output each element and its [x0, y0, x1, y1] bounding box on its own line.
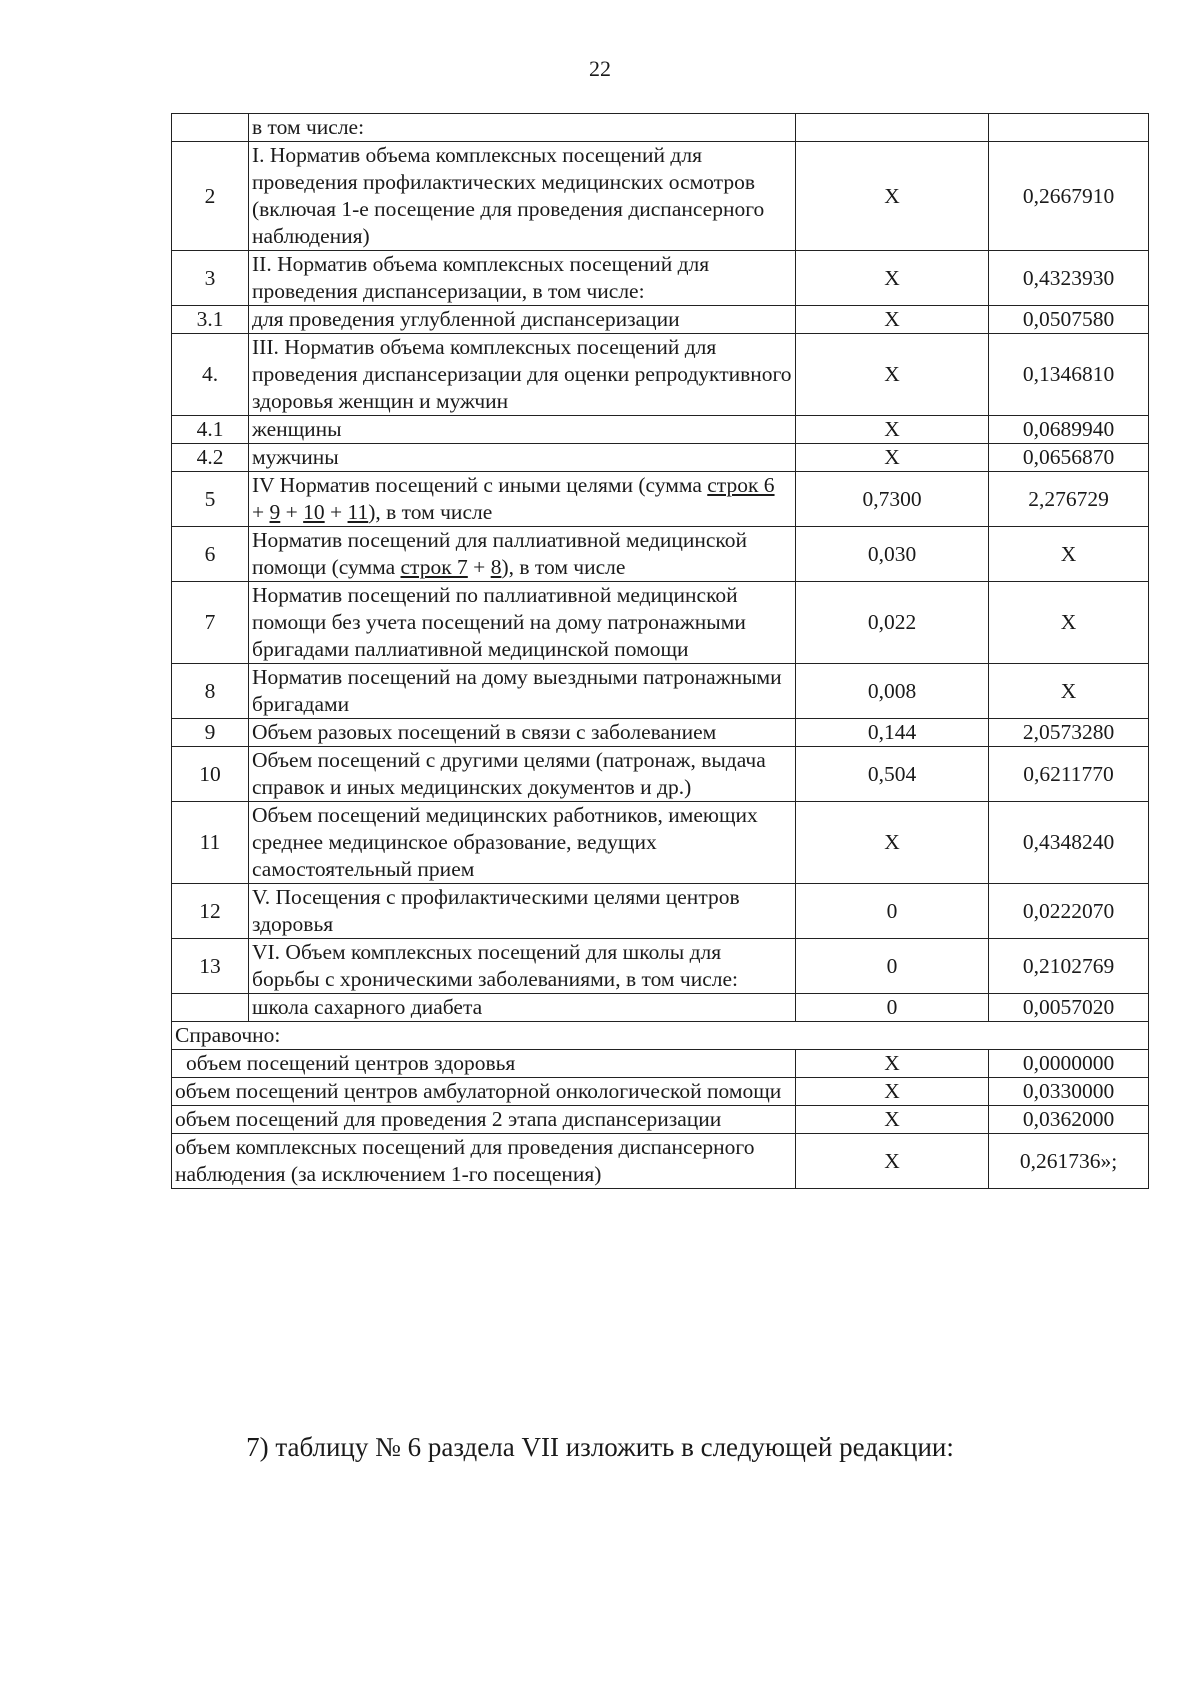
row-value-a: 0,7300: [796, 472, 989, 527]
row-name: II. Норматив объема комплексных посещений для проведения диспансеризации, в том числе:: [249, 251, 796, 306]
row-value-a: X: [796, 306, 989, 334]
row-value-b: 0,0689940: [989, 416, 1149, 444]
row-number: 3: [172, 251, 249, 306]
row-number: 2: [172, 142, 249, 251]
row-number: 9: [172, 719, 249, 747]
row-name: V. Посещения с профилактическими целями центров здоровья: [249, 884, 796, 939]
row-value-b: 0,2667910: [989, 142, 1149, 251]
row-reference-link: 10: [303, 500, 325, 524]
row-value-b: 0,2102769: [989, 939, 1149, 994]
row-value-b: 0,0656870: [989, 444, 1149, 472]
row-name: мужчины: [249, 444, 796, 472]
row-number: 4.: [172, 334, 249, 416]
row-name: Норматив посещений на дому выездными патронажными бригадами: [249, 664, 796, 719]
row-reference-link: 11: [347, 500, 369, 524]
table-row: [172, 142, 1149, 251]
table-row: [172, 802, 1149, 884]
row-value-a: 0: [796, 939, 989, 994]
table-row: [172, 251, 1149, 306]
reference-row-name: объем комплексных посещений для проведения диспансерного наблюдения (за исключением 1-го посещения): [172, 1134, 796, 1189]
row-value-a: X: [796, 802, 989, 884]
row-value-b: 0,4348240: [989, 802, 1149, 884]
row-name: Объем посещений медицинских работников, имеющих среднее медицинское образование, ведущих самостоятельный прием: [249, 802, 796, 884]
row-value-b: 0,6211770: [989, 747, 1149, 802]
reference-row-name: объем посещений центров здоровья: [172, 1050, 796, 1078]
row-value-a: 0: [796, 994, 989, 1022]
row-value-a: 0,030: [796, 527, 989, 582]
reference-row: [172, 1050, 1149, 1078]
row-reference-link: строк 7: [400, 555, 468, 579]
reference-value-a: X: [796, 1078, 989, 1106]
page-number: 22: [589, 56, 611, 81]
table-row: [172, 416, 1149, 444]
reference-value-a: X: [796, 1050, 989, 1078]
reference-value-b: 0,0000000: [989, 1050, 1149, 1078]
row-value-b: X: [989, 527, 1149, 582]
row-name: школа сахарного диабета: [249, 994, 796, 1022]
reference-row-name: объем посещений для проведения 2 этапа диспансеризации: [172, 1106, 796, 1134]
table-row: [172, 527, 1149, 582]
row-value-b: X: [989, 664, 1149, 719]
table-row: [172, 994, 1149, 1022]
table-row: [172, 582, 1149, 664]
row-value-a: 0,008: [796, 664, 989, 719]
row-number: 13: [172, 939, 249, 994]
reference-value-b: 0,261736»;: [989, 1134, 1149, 1189]
row-name: III. Норматив объема комплексных посещений для проведения диспансеризации для оценки репродуктивного здоровья женщин и мужчин: [249, 334, 796, 416]
row-name: в том числе:: [249, 114, 796, 142]
reference-row: [172, 1106, 1149, 1134]
reference-row: [172, 1134, 1149, 1189]
row-name: Объем разовых посещений в связи с заболеванием: [249, 719, 796, 747]
row-number: 4.1: [172, 416, 249, 444]
table-row: [172, 472, 1149, 527]
table-row: [172, 114, 1149, 142]
reference-value-a: X: [796, 1134, 989, 1189]
row-value-a: X: [796, 334, 989, 416]
row-number: 6: [172, 527, 249, 582]
reference-title-row: [172, 1022, 1149, 1050]
row-name: Норматив посещений для паллиативной медицинской помощи (сумма строк 7 + 8), в том числе: [249, 527, 796, 582]
row-number: 4.2: [172, 444, 249, 472]
reference-value-b: 0,0330000: [989, 1078, 1149, 1106]
row-value-a: 0: [796, 884, 989, 939]
row-number: 7: [172, 582, 249, 664]
table-row: [172, 884, 1149, 939]
row-value-a: X: [796, 416, 989, 444]
row-value-a: 0,144: [796, 719, 989, 747]
table-row: [172, 664, 1149, 719]
row-name: Норматив посещений по паллиативной медицинской помощи без учета посещений на дому патронажными бригадами паллиативной медицинской помощи: [249, 582, 796, 664]
reference-title: Справочно:: [172, 1022, 1149, 1050]
row-name: I. Норматив объема комплексных посещений для проведения профилактических медицинских осмотров (включая 1-е посещение для проведения диспансерного наблюдения): [249, 142, 796, 251]
row-value-a: [796, 114, 989, 142]
norms-table: [171, 113, 1149, 1189]
row-number: [172, 994, 249, 1022]
row-reference-link: 8: [490, 555, 502, 579]
table-row: [172, 747, 1149, 802]
row-name: для проведения углубленной диспансеризации: [249, 306, 796, 334]
row-value-a: 0,022: [796, 582, 989, 664]
row-value-b: 2,0573280: [989, 719, 1149, 747]
row-value-a: 0,504: [796, 747, 989, 802]
row-value-b: [989, 114, 1149, 142]
row-number: 3.1: [172, 306, 249, 334]
row-name: женщины: [249, 416, 796, 444]
table-row: [172, 334, 1149, 416]
row-name: IV Норматив посещений с иными целями (сумма строк 6 + 9 + 10 + 11), в том числе: [249, 472, 796, 527]
closing-paragraph: 7) таблицу № 6 раздела VII изложить в следующей редакции:: [246, 1432, 954, 1462]
row-value-a: X: [796, 251, 989, 306]
row-value-b: X: [989, 582, 1149, 664]
reference-value-a: X: [796, 1106, 989, 1134]
row-number: 10: [172, 747, 249, 802]
row-value-b: 0,0057020: [989, 994, 1149, 1022]
row-number: 8: [172, 664, 249, 719]
table-row: [172, 939, 1149, 994]
reference-row: [172, 1078, 1149, 1106]
row-value-a: X: [796, 142, 989, 251]
row-value-a: X: [796, 444, 989, 472]
row-value-b: 0,0507580: [989, 306, 1149, 334]
row-name: VI. Объем комплексных посещений для школы для борьбы с хроническими заболеваниями, в том числе:: [249, 939, 796, 994]
row-value-b: 2,276729: [989, 472, 1149, 527]
table-row: [172, 444, 1149, 472]
row-number: [172, 114, 249, 142]
row-value-b: 0,1346810: [989, 334, 1149, 416]
row-reference-link: строк 6: [707, 473, 775, 497]
row-number: 5: [172, 472, 249, 527]
row-name: Объем посещений с другими целями (патронаж, выдача справок и иных медицинских документов и др.): [249, 747, 796, 802]
row-value-b: 0,0222070: [989, 884, 1149, 939]
row-number: 11: [172, 802, 249, 884]
row-number: 12: [172, 884, 249, 939]
table-row: [172, 719, 1149, 747]
row-value-b: 0,4323930: [989, 251, 1149, 306]
row-reference-link: 9: [269, 500, 281, 524]
reference-value-b: 0,0362000: [989, 1106, 1149, 1134]
reference-row-name: объем посещений центров амбулаторной онкологической помощи: [172, 1078, 796, 1106]
table-row: [172, 306, 1149, 334]
